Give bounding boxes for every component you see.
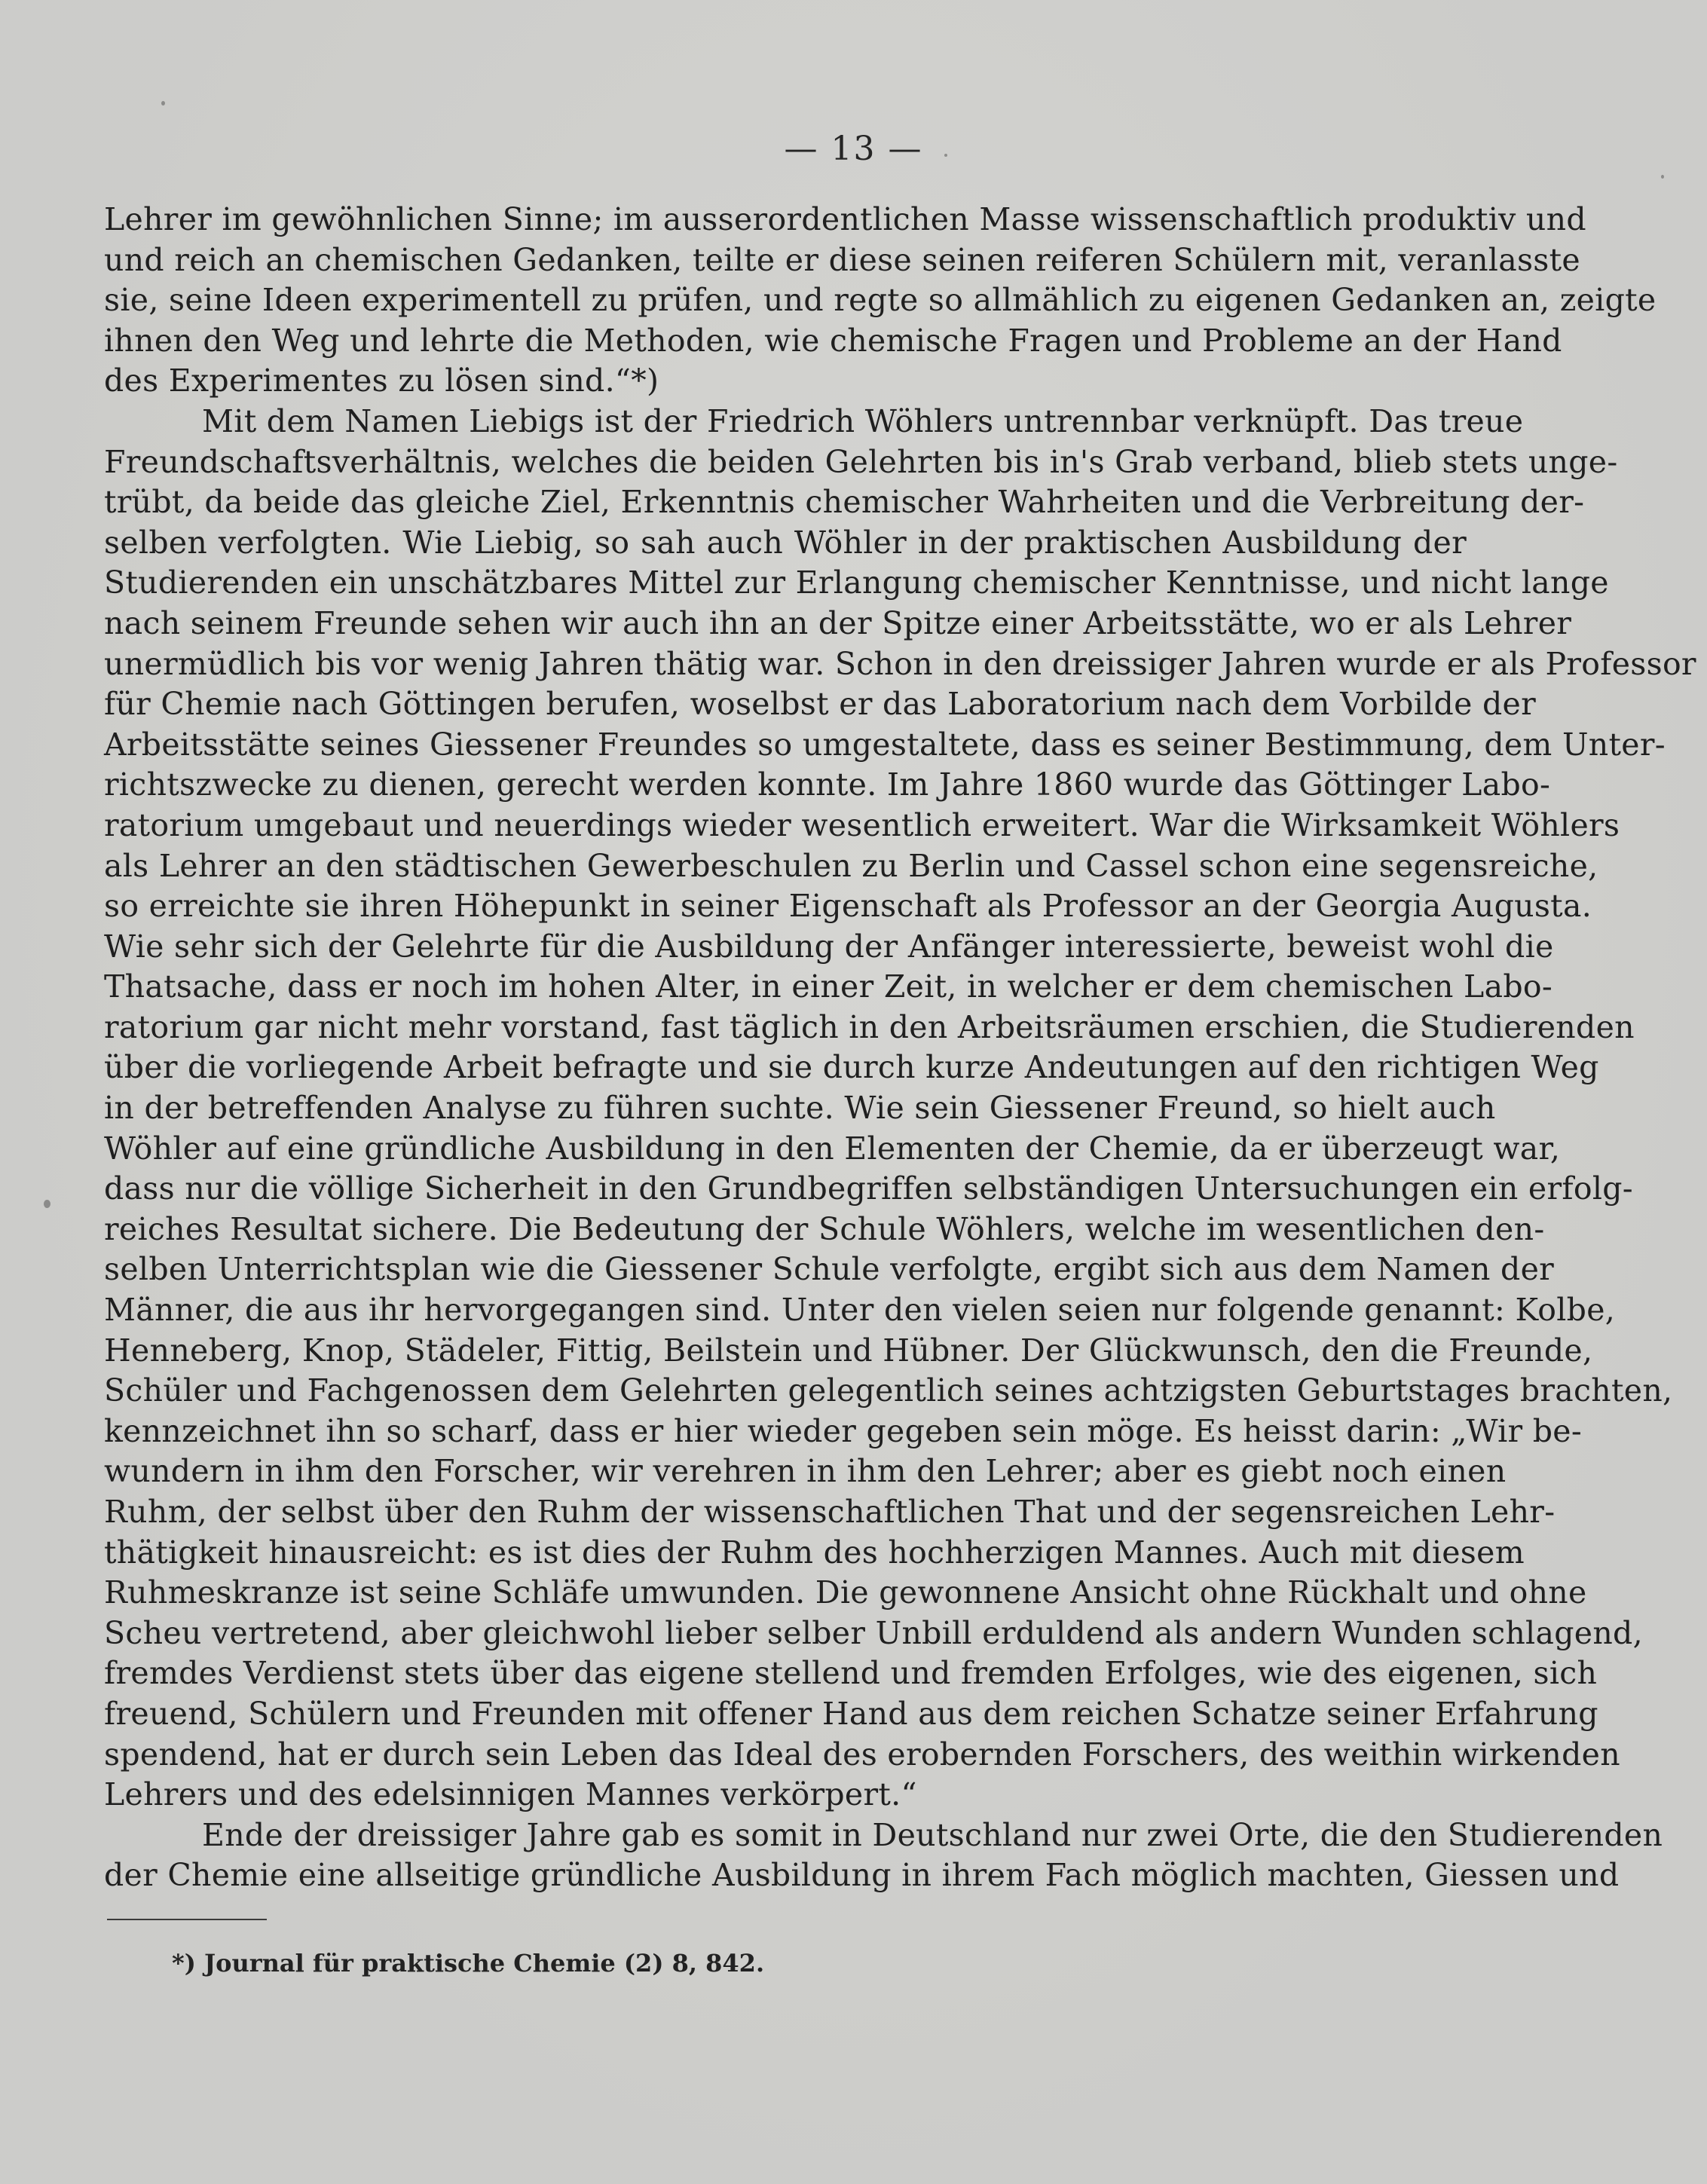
text-line: fremdes Verdienst stets über das eigene stellend und fremden Erfolges, wie des eigenen, sich — [104, 1655, 1598, 1692]
footnote: *) Journal für praktische Chemie (2) 8, 842. — [172, 1949, 765, 1978]
text-line: des Experimentes zu lösen sind.“*) — [104, 362, 659, 399]
text-line: so erreichte sie ihren Höhepunkt in seiner Eigenschaft als Professor an der Georgia Augusta. — [104, 888, 1592, 925]
text-line: nach seinem Freunde sehen wir auch ihn an der Spitze einer Arbeitsstätte, wo er als Lehrer — [104, 604, 1572, 641]
text-line: Freundschaftsverhältnis, welches die beiden Gelehrten bis in's Grab verband, blieb stets unge- — [104, 443, 1618, 480]
text-line: in der betreffenden Analyse zu führen suchte. Wie sein Giessener Freund, so hielt auch — [104, 1090, 1496, 1127]
scan-speck — [1661, 175, 1664, 179]
text-line: Ruhmeskranze ist seine Schläfe umwunden. Die gewonnene Ansicht ohne Rückhalt und ohne — [104, 1574, 1587, 1611]
text-line: Wie sehr sich der Gelehrte für die Ausbildung der Anfänger interessierte, beweist wohl die — [104, 928, 1554, 965]
text-line: Thatsache, dass er noch im hohen Alter, in einer Zeit, in welcher er dem chemischen Labo- — [104, 968, 1553, 1005]
text-line: spendend, hat er durch sein Leben das Ideal des erobernden Forschers, des weithin wirkenden — [104, 1736, 1620, 1773]
text-line: wundern in ihm den Forscher, wir verehren in ihm den Lehrer; aber es giebt noch einen — [104, 1453, 1507, 1490]
text-line: selben verfolgten. Wie Liebig, so sah auch Wöhler in der praktischen Ausbildung der — [104, 524, 1467, 561]
text-line: als Lehrer an den städtischen Gewerbeschulen zu Berlin und Cassel schon eine segensreiche, — [104, 847, 1598, 884]
text-line: Henneberg, Knop, Städeler, Fittig, Beilstein und Hübner. Der Glückwunsch, den die Freunde, — [104, 1332, 1593, 1369]
text-line: über die vorliegende Arbeit befragte und sie durch kurze Andeutungen auf den richtigen Weg — [104, 1049, 1599, 1086]
text-line: und reich an chemischen Gedanken, teilte er diese seinen reiferen Schülern mit, veranlasste — [104, 241, 1580, 278]
text-line: Wöhler auf eine gründliche Ausbildung in den Elementen der Chemie, da er überzeugt war, — [104, 1130, 1561, 1167]
text-line: sie, seine Ideen experimentell zu prüfen, und regte so allmählich zu eigenen Gedanken an, zeigte — [104, 282, 1657, 319]
scan-speck — [944, 154, 947, 157]
text-line: für Chemie nach Göttingen berufen, woselbst er das Laboratorium nach dem Vorbilde der — [104, 686, 1536, 723]
text-line: Scheu vertretend, aber gleichwohl lieber selber Unbill erduldend als andern Wunden schlagend, — [104, 1614, 1643, 1651]
text-line: Ende der dreissiger Jahre gab es somit in Deutschland nur zwei Orte, die den Studierenden — [202, 1816, 1663, 1853]
text-line: ratorium umgebaut und neuerdings wieder wesentlich erweitert. War die Wirksamkeit Wöhlers — [104, 806, 1620, 843]
scan-speck — [44, 1200, 50, 1208]
text-line: Studierenden ein unschätzbares Mittel zur Erlangung chemischer Kenntnisse, und nicht lange — [104, 564, 1609, 601]
footnote-divider — [107, 1919, 267, 1920]
text-line: Arbeitsstätte seines Giessener Freundes so umgestaltete, dass es seiner Bestimmung, dem Unter- — [104, 726, 1666, 763]
text-line: ihnen den Weg und lehrte die Methoden, wie chemische Fragen und Probleme an der Hand — [104, 322, 1562, 359]
text-line: Mit dem Namen Liebigs ist der Friedrich Wöhlers untrennbar verknüpft. Das treue — [202, 402, 1524, 439]
text-line: reiches Resultat sichere. Die Bedeutung der Schule Wöhlers, welche im wesentlichen den- — [104, 1210, 1545, 1247]
text-line: der Chemie eine allseitige gründliche Ausbildung in ihrem Fach möglich machten, Giessen und — [104, 1857, 1620, 1894]
text-line: dass nur die völlige Sicherheit in den Grundbegriffen selbständigen Untersuchungen ein erfolg- — [104, 1170, 1633, 1207]
page-number: — 13 — — [784, 130, 923, 168]
text-line: thätigkeit hinausreicht: es ist dies der Ruhm des hochherzigen Mannes. Auch mit diesem — [104, 1534, 1525, 1571]
text-line: trübt, da beide das gleiche Ziel, Erkenntnis chemischer Wahrheiten und die Verbreitung der- — [104, 484, 1585, 521]
text-line: Lehrer im gewöhnlichen Sinne; im ausserordentlichen Masse wissenschaftlich produktiv und — [104, 201, 1586, 237]
text-line: kennzeichnet ihn so scharf, dass er hier wieder gegeben sein möge. Es heisst darin: „Wir be- — [104, 1412, 1583, 1449]
text-line: unermüdlich bis vor wenig Jahren thätig war. Schon in den dreissiger Jahren wurde er als Professor — [104, 645, 1696, 682]
text-line: freuend, Schülern und Freunden mit offener Hand aus dem reichen Schatze seiner Erfahrung — [104, 1695, 1598, 1732]
body-text — [104, 200, 1696, 1896]
text-line: Schüler und Fachgenossen dem Gelehrten gelegentlich seines achtzigsten Geburtstages brachten, — [104, 1372, 1673, 1409]
text-line: Männer, die aus ihr hervorgegangen sind. Unter den vielen seien nur folgende genannt: Kolbe, — [104, 1292, 1616, 1329]
text-line: selben Unterrichtsplan wie die Giessener Schule verfolgte, ergibt sich aus dem Namen der — [104, 1251, 1555, 1288]
text-line: Lehrers und des edelsinnigen Mannes verkörpert.“ — [104, 1776, 917, 1813]
text-line: richtszwecke zu dienen, gerecht werden konnte. Im Jahre 1860 wurde das Göttinger Labo- — [104, 766, 1551, 803]
text-line: Ruhm, der selbst über den Ruhm der wissenschaftlichen That und der segensreichen Lehr- — [104, 1494, 1556, 1530]
scan-speck — [161, 101, 165, 106]
text-line: ratorium gar nicht mehr vorstand, fast täglich in den Arbeitsräumen erschien, die Studierenden — [104, 1008, 1635, 1045]
